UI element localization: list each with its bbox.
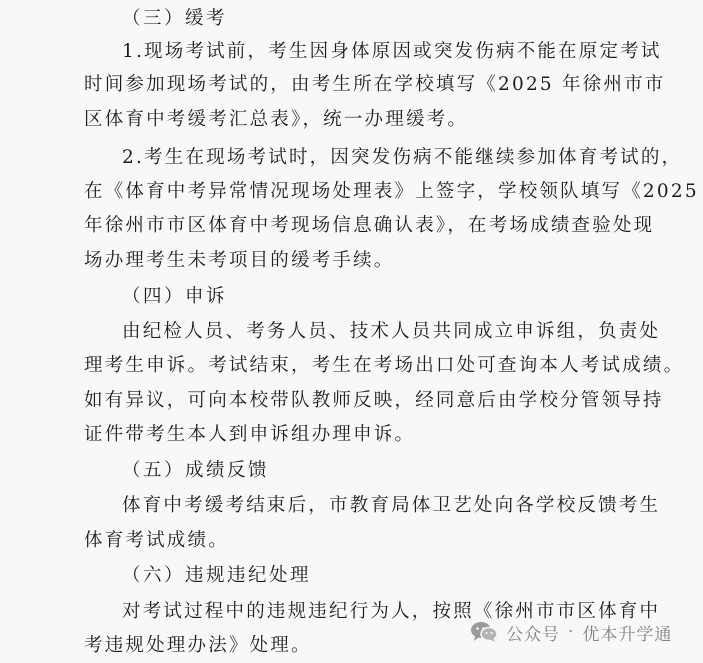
paragraph-line: 证件带考生本人到申诉组办理申诉。	[84, 424, 416, 445]
watermark-label: 公众号	[506, 624, 560, 645]
paragraph-line: 由纪检人员、考务人员、技术人员共同成立申诉组，负责处	[122, 321, 661, 342]
paragraph-line: 体育考试成绩。	[84, 530, 229, 551]
paragraph-line: 在《体育中考异常情况现场处理表》上签字，学校领队填写《2025	[84, 181, 699, 202]
watermark-separator: ·	[568, 622, 575, 642]
watermark-account: 优本升学通	[582, 624, 673, 645]
section-heading-deferral: （三）缓考	[122, 8, 228, 29]
section-heading-appeal: （四）申诉	[122, 286, 228, 307]
paragraph-line: 时间参加现场考试的，由考生所在学校填写《2025 年徐州市市	[84, 74, 666, 95]
paragraph-line: 如有异议，可向本校带队教师反映，经同意后由学校分管领导持	[84, 390, 664, 411]
wechat-icon	[470, 621, 498, 643]
paragraph-line: 体育中考缓考结束后，市教育局体卫艺处向各学校反馈考生	[122, 495, 661, 516]
paragraph-line: 1.现场考试前，考生因身体原因或突发伤病不能在原定考试	[122, 41, 662, 62]
paragraph-line: 对考试过程中的违规违纪行为人，按照《徐州市市区体育中	[122, 601, 661, 622]
paragraph-line: 场办理考生未考项目的缓考手续。	[84, 250, 395, 271]
paragraph-line: 年徐州市市区体育中考现场信息确认表》，在考场成绩查验处现	[84, 215, 655, 236]
paragraph-line: 考违规处理办法》处理。	[84, 635, 312, 656]
paragraph-line: 理考生申诉。考试结束，考生在考场出口处可查询本人考试成绩。	[84, 355, 685, 376]
wechat-watermark	[470, 618, 672, 646]
section-heading-score-feedback: （五）成绩反馈	[122, 460, 270, 481]
section-heading-violations: （六）违规违纪处理	[122, 565, 312, 586]
paragraph-line: 区体育中考缓考汇总表》，统一办理缓考。	[84, 109, 469, 130]
paragraph-line: 2.考生在现场考试时，因突发伤病不能继续参加体育考试的，	[122, 147, 683, 168]
